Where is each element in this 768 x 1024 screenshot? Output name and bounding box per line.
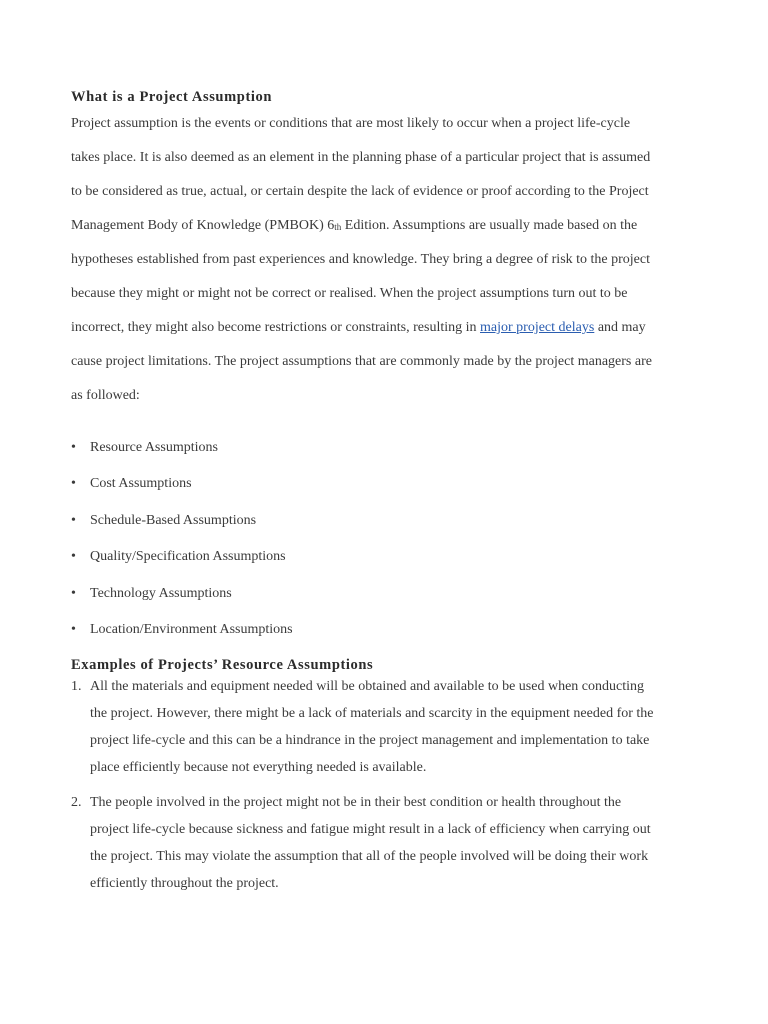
paragraph-line: as followed:: [71, 388, 140, 403]
list-item: [71, 586, 293, 622]
list-item-label: Resource Assumptions: [90, 440, 218, 455]
item-line: All the materials and equipment needed will be obtained and available to be used when conducting: [90, 679, 644, 694]
list-item-label: Schedule-Based Assumptions: [90, 512, 257, 528]
paragraph-line: takes place. It is also deemed as an element in the planning phase of a particular project that is assumed: [71, 150, 651, 165]
list-item: [71, 476, 293, 512]
list-item: [71, 622, 293, 658]
list-number: 2.: [71, 795, 82, 810]
list-item-label: Quality/Specification Assumptions: [90, 549, 286, 565]
bullet-icon: •: [71, 621, 76, 637]
paragraph-text: incorrect, they might also become restrictions or constraints, resulting in: [71, 320, 481, 335]
list-item: [71, 513, 293, 549]
section-heading-resource-assumptions: Examples of Projects’ Resource Assumptions: [71, 657, 374, 673]
paragraph-line: hypotheses established from past experiences and knowledge. They bring a degree of risk to the project: [71, 252, 651, 267]
list-item-label: Cost Assumptions: [90, 476, 192, 492]
resource-examples-list: [71, 678, 699, 902]
list-item: [71, 678, 699, 786]
ordinal-suffix: th: [334, 222, 342, 232]
paragraph-text: and may: [594, 320, 646, 335]
paragraph-line: [71, 319, 699, 353]
bullet-icon: •: [71, 476, 76, 492]
item-line: place efficiently because not everything needed is available.: [90, 760, 427, 775]
bullet-icon: •: [71, 585, 76, 601]
intro-paragraph: [71, 115, 699, 421]
item-line: the project. This may violate the assumption that all of the people involved will be doing their work: [90, 849, 649, 864]
list-item-label: Technology Assumptions: [90, 585, 232, 601]
item-line: project life-cycle and this can be a hindrance in the project management and implementation to take: [90, 733, 650, 748]
paragraph-line: to be considered as true, actual, or certain despite the lack of evidence or proof according to the Project: [71, 184, 649, 199]
list-item: [71, 440, 293, 476]
paragraph-line: [71, 217, 699, 251]
paragraph-line: Project assumption is the events or conditions that are most likely to occur when a project life-cycle: [71, 116, 631, 131]
list-item-label: Location/Environment Assumptions: [90, 621, 293, 637]
bullet-icon: •: [71, 440, 76, 455]
item-line: efficiently throughout the project.: [90, 876, 279, 891]
item-line: the project. However, there might be a lack of materials and scarcity in the equipment needed for the: [90, 706, 654, 721]
major-project-delays-link[interactable]: major project delays: [480, 320, 595, 335]
list-number: 1.: [71, 679, 82, 694]
paragraph-line: because they might or might not be correct or realised. When the project assumptions turn out to be: [71, 286, 628, 301]
bullet-icon: •: [71, 549, 76, 565]
list-item: [71, 549, 293, 585]
section-heading-project-assumption: What is a Project Assumption: [71, 89, 273, 105]
bullet-icon: •: [71, 512, 76, 528]
list-item: [71, 794, 699, 902]
pmbok-text: Management Body of Knowledge (PMBOK) 6: [71, 218, 335, 233]
paragraph-line: cause project limitations. The project assumptions that are commonly made by the project managers are: [71, 354, 652, 369]
item-line: project life-cycle because sickness and fatigue might result in a lack of efficiency when carrying out: [90, 822, 651, 837]
item-line: The people involved in the project might not be in their best condition or health throughout the: [90, 795, 622, 810]
edition-text: Edition. Assumptions are usually made based on the: [341, 218, 638, 233]
assumption-types-list: [71, 440, 293, 658]
